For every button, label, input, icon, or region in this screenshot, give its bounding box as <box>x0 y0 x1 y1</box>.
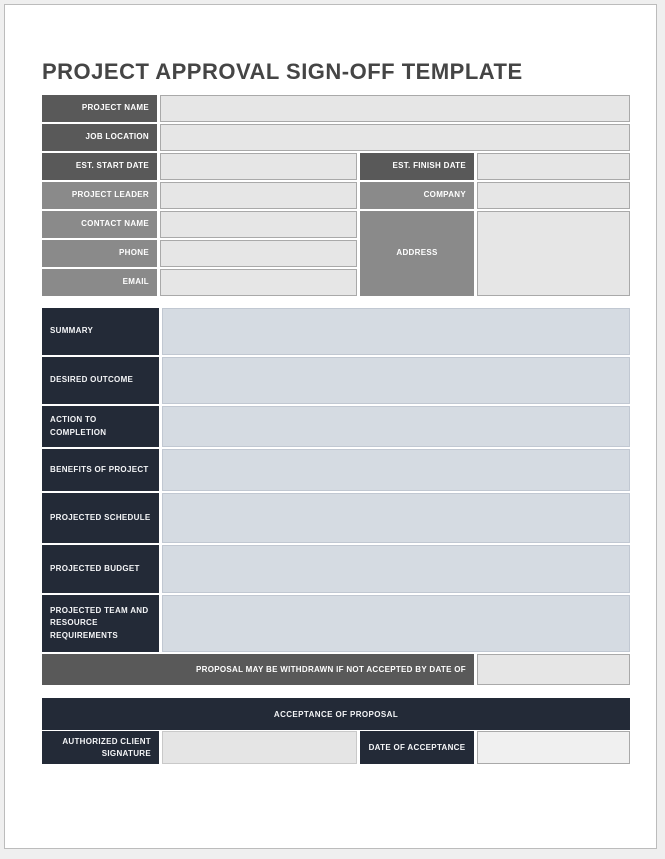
document-page <box>4 4 657 849</box>
benefits-of-project-label: BENEFITS OF PROJECT <box>42 449 159 491</box>
summary-label: SUMMARY <box>42 308 159 355</box>
project-leader-field[interactable] <box>160 182 357 209</box>
acceptance-header: ACCEPTANCE OF PROPOSAL <box>42 698 630 730</box>
projected-schedule-field[interactable] <box>162 493 630 543</box>
project-name-field[interactable] <box>160 95 630 122</box>
est-finish-date-label: EST. FINISH DATE <box>360 153 474 180</box>
job-location-label: JOB LOCATION <box>42 124 157 151</box>
summary-field[interactable] <box>162 308 630 355</box>
est-start-date-field[interactable] <box>160 153 357 180</box>
address-label: ADDRESS <box>360 211 474 296</box>
authorized-client-signature-field[interactable] <box>162 731 357 764</box>
contact-name-field[interactable] <box>160 211 357 238</box>
projected-team-field[interactable] <box>162 595 630 652</box>
phone-label: PHONE <box>42 240 157 267</box>
job-location-field[interactable] <box>160 124 630 151</box>
proposal-sections-table <box>42 308 630 652</box>
project-name-label: PROJECT NAME <box>42 95 157 122</box>
date-of-acceptance-field[interactable] <box>477 731 630 764</box>
desired-outcome-field[interactable] <box>162 357 630 404</box>
withdrawal-label: PROPOSAL MAY BE WITHDRAWN IF NOT ACCEPTED BY DATE OF <box>42 654 474 685</box>
authorized-client-signature-label: AUTHORIZED CLIENT SIGNATURE <box>42 731 159 764</box>
page-title: PROJECT APPROVAL SIGN-OFF TEMPLATE <box>42 59 523 84</box>
address-field[interactable] <box>477 211 630 296</box>
phone-field[interactable] <box>160 240 357 267</box>
action-to-completion-label: ACTION TO COMPLETION <box>42 406 159 447</box>
withdrawal-row <box>42 654 630 685</box>
projected-team-label: PROJECTED TEAM AND RESOURCE REQUIREMENTS <box>42 595 159 652</box>
email-field[interactable] <box>160 269 357 296</box>
desired-outcome-label: DESIRED OUTCOME <box>42 357 159 404</box>
est-finish-date-field[interactable] <box>477 153 630 180</box>
est-start-date-label: EST. START DATE <box>42 153 157 180</box>
date-of-acceptance-label: DATE OF ACCEPTANCE <box>360 731 474 764</box>
company-field[interactable] <box>477 182 630 209</box>
email-label: EMAIL <box>42 269 157 296</box>
action-to-completion-field[interactable] <box>162 406 630 447</box>
project-leader-label: PROJECT LEADER <box>42 182 157 209</box>
project-info-table <box>42 95 630 296</box>
projected-schedule-label: PROJECTED SCHEDULE <box>42 493 159 543</box>
withdrawal-date-field[interactable] <box>477 654 630 685</box>
benefits-of-project-field[interactable] <box>162 449 630 491</box>
acceptance-table <box>42 731 630 764</box>
projected-budget-label: PROJECTED BUDGET <box>42 545 159 593</box>
contact-name-label: CONTACT NAME <box>42 211 157 238</box>
projected-budget-field[interactable] <box>162 545 630 593</box>
company-label: COMPANY <box>360 182 474 209</box>
